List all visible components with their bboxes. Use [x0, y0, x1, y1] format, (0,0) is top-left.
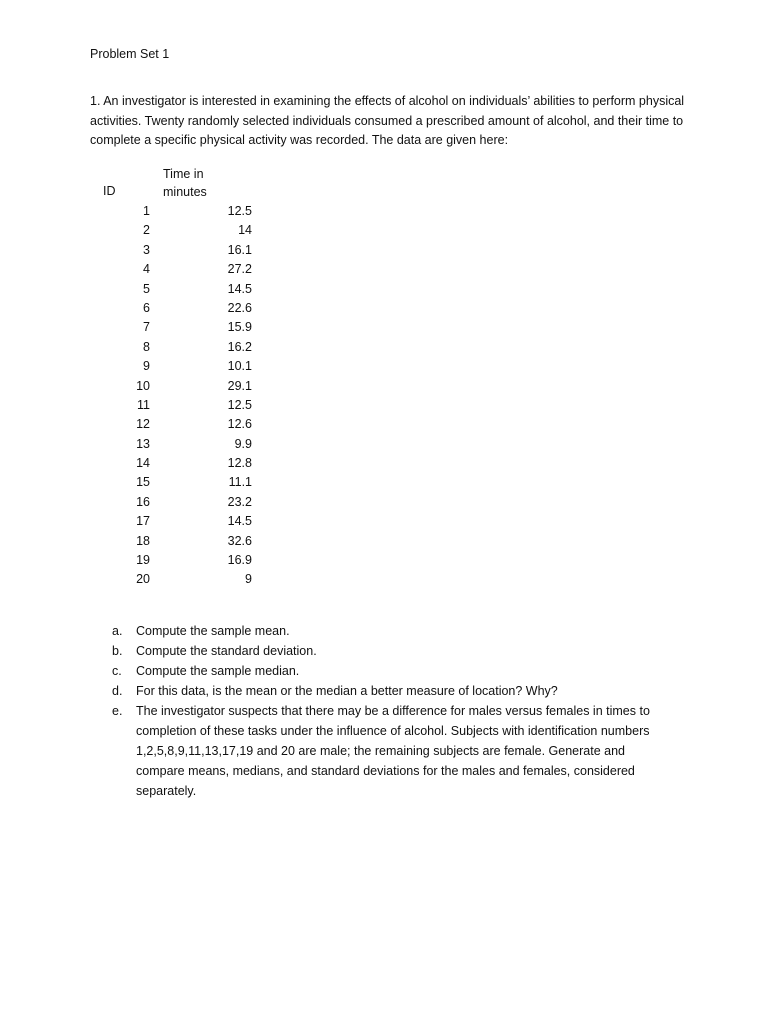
- table-row: [0, 377, 300, 396]
- id-cell: 14: [136, 456, 150, 471]
- time-column-header: [163, 165, 207, 201]
- table-row: [0, 280, 300, 299]
- id-cell: 18: [136, 533, 150, 548]
- question-item: [112, 681, 672, 701]
- table-row: [0, 454, 300, 473]
- id-cell: 12: [136, 417, 150, 432]
- id-cell: 15: [136, 475, 150, 490]
- data-table: [0, 202, 300, 590]
- question-item: [112, 621, 672, 641]
- table-row: [0, 241, 300, 260]
- id-cell: 13: [136, 436, 150, 451]
- question-item: [112, 661, 672, 681]
- question-text: Compute the sample mean.: [136, 624, 290, 638]
- id-cell: 2: [143, 223, 150, 238]
- id-cell: 19: [136, 553, 150, 568]
- table-row: [0, 202, 300, 221]
- time-cell: 12.5: [227, 397, 252, 412]
- question-item: [112, 701, 672, 801]
- time-cell: 16.2: [227, 339, 252, 354]
- id-cell: 20: [136, 572, 150, 587]
- table-row: [0, 299, 300, 318]
- time-cell: 12.5: [227, 204, 252, 218]
- time-cell: 14.5: [227, 514, 252, 529]
- question-marker: a.: [112, 624, 123, 638]
- time-cell: 16.1: [227, 242, 252, 257]
- table-row: [0, 532, 300, 551]
- table-row: [0, 493, 300, 512]
- table-row: [0, 512, 300, 531]
- time-cell: 15.9: [227, 320, 252, 335]
- problem-intro: 1. An investigator is interested in examining the effects of alcohol on individuals’ abilities to perform physical activities. Twenty randomly selected individuals consumed a prescribed amount of alcohol, and their time to complete a specific physical activity was recorded. The data are given here:: [90, 94, 685, 147]
- time-cell: 12.8: [227, 456, 252, 471]
- question-marker: e.: [112, 704, 123, 718]
- time-cell: 12.6: [227, 417, 252, 432]
- question-text: The investigator suspects that there may be a difference for males versus females in times to completion of these tasks under the influence of alcohol. Subjects with identification numbers 1,2,5,8,9,11,13,17,19 and 20 are male; the remaining subjects are female. Generate and compare means, medians, and standard deviations for the males and females, considered separately.: [136, 704, 650, 798]
- question-item: [112, 641, 672, 661]
- question-text: For this data, is the mean or the median a better measure of location? Why?: [136, 684, 558, 698]
- question-marker: d.: [112, 684, 123, 698]
- id-cell: 7: [143, 320, 150, 335]
- time-cell: 9.9: [234, 436, 252, 451]
- table-row: [0, 551, 300, 570]
- id-cell: 5: [143, 281, 150, 296]
- time-cell: 22.6: [227, 300, 252, 315]
- time-cell: 14.5: [227, 281, 252, 296]
- id-cell: 16: [136, 494, 150, 509]
- question-marker: c.: [112, 664, 122, 678]
- id-cell: 11: [137, 397, 150, 412]
- id-cell: 4: [143, 262, 150, 277]
- id-cell: 6: [143, 300, 150, 315]
- table-row: [0, 260, 300, 279]
- page-title: Problem Set 1: [90, 47, 170, 61]
- time-cell: 29.1: [227, 378, 252, 393]
- time-cell: 9: [245, 572, 252, 587]
- id-cell: 9: [143, 359, 150, 374]
- id-cell: 3: [143, 242, 150, 257]
- table-row: [0, 318, 300, 337]
- table-row: [0, 396, 300, 415]
- table-row: [0, 221, 300, 240]
- time-header-line-2: minutes: [163, 185, 207, 199]
- question-list: [112, 621, 672, 801]
- id-cell: 1: [143, 204, 150, 218]
- question-marker: b.: [112, 644, 123, 658]
- time-cell: 14: [238, 223, 252, 238]
- table-row: [0, 338, 300, 357]
- question-text: Compute the sample median.: [136, 664, 300, 678]
- id-cell: 8: [143, 339, 150, 354]
- time-cell: 32.6: [227, 533, 252, 548]
- id-cell: 17: [136, 514, 150, 529]
- time-cell: 10.1: [227, 359, 252, 374]
- time-cell: 11.1: [228, 475, 252, 490]
- id-column-header: ID: [103, 184, 116, 198]
- time-cell: 16.9: [227, 553, 252, 568]
- table-row: [0, 435, 300, 454]
- table-row: [0, 473, 300, 492]
- id-cell: 10: [136, 378, 150, 393]
- table-row: [0, 415, 300, 434]
- question-text: Compute the standard deviation.: [136, 644, 317, 658]
- time-header-line-1: Time in: [163, 167, 204, 181]
- time-cell: 27.2: [227, 262, 252, 277]
- table-row: [0, 570, 300, 589]
- time-cell: 23.2: [227, 494, 252, 509]
- table-row: [0, 357, 300, 376]
